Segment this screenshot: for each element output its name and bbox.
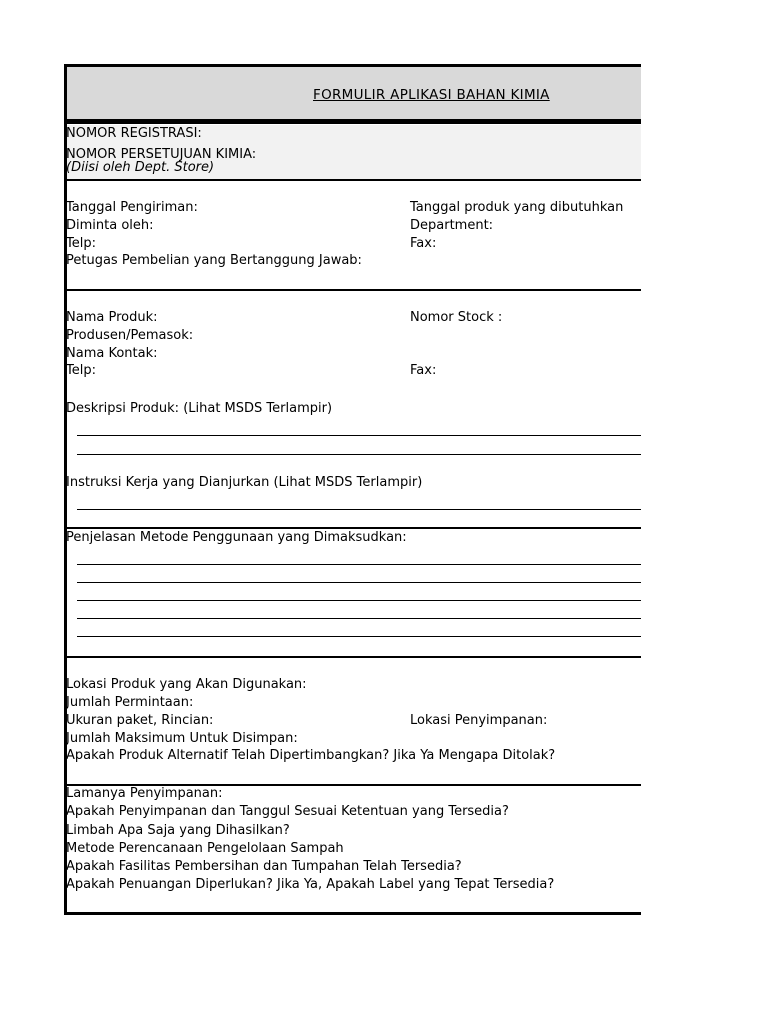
package-size-label: Ukuran paket, Rincian: <box>66 713 214 728</box>
usage-method-label: Penjelasan Metode Penggunaan yang Dimaksudkan: <box>66 530 407 545</box>
contact-name-label: Nama Kontak: <box>66 346 158 361</box>
product-name-label: Nama Produk: <box>66 310 158 325</box>
requested-by-label: Diminta oleh: <box>66 218 154 233</box>
requester-phone-label: Telp: <box>66 236 96 251</box>
storage-duration-label: Lamanya Penyimpanan: <box>66 786 223 801</box>
waste-question: Limbah Apa Saja yang Dihasilkan? <box>66 823 290 838</box>
section-divider <box>64 656 641 658</box>
manufacturer-label: Produsen/Pemasok: <box>66 328 194 343</box>
form-bottom-border <box>64 912 641 915</box>
supplier-fax-label: Fax: <box>410 363 437 378</box>
header-divider <box>64 119 641 124</box>
fill-line[interactable] <box>77 435 641 436</box>
fill-line[interactable] <box>77 600 641 601</box>
max-quantity-label: Jumlah Maksimum Untuk Disimpan: <box>66 731 298 746</box>
form-title: FORMULIR APLIKASI BAHAN KIMIA <box>313 87 550 103</box>
decanting-question: Apakah Penuangan Diperlukan? Jika Ya, Apakah Label yang Tepat Tersedia? <box>66 877 555 892</box>
approval-number-label: NOMOR PERSETUJUAN KIMIA: <box>66 147 257 162</box>
fill-line[interactable] <box>77 454 641 455</box>
stock-number-label: Nomor Stock : <box>410 310 503 325</box>
section-divider <box>64 289 641 291</box>
requester-fax-label: Fax: <box>410 236 437 251</box>
registration-number-label: NOMOR REGISTRASI: <box>66 126 202 141</box>
filled-by-note: (Diisi oleh Dept. Store) <box>66 160 215 175</box>
fill-line[interactable] <box>77 509 641 510</box>
alternative-product-label: Apakah Produk Alternatif Telah Dipertimbangkan? Jika Ya Mengapa Ditolak? <box>66 748 556 763</box>
form-header <box>67 67 641 121</box>
chemical-application-form <box>64 64 641 915</box>
purchasing-officer-label: Petugas Pembelian yang Bertanggung Jawab: <box>66 253 362 268</box>
section-divider <box>64 179 641 181</box>
fill-line[interactable] <box>77 636 641 637</box>
storage-bund-question: Apakah Penyimpanan dan Tanggul Sesuai Ketentuan yang Tersedia? <box>66 804 509 819</box>
work-instruction-label: Instruksi Kerja yang Dianjurkan (Lihat MSDS Terlampir) <box>66 475 423 490</box>
fill-line[interactable] <box>77 582 641 583</box>
product-description-label: Deskripsi Produk: (Lihat MSDS Terlampir) <box>66 401 333 416</box>
fill-line[interactable] <box>77 564 641 565</box>
supplier-phone-label: Telp: <box>66 363 96 378</box>
shipping-date-label: Tanggal Pengiriman: <box>66 200 198 215</box>
spill-facility-question: Apakah Fasilitas Pembersihan dan Tumpahan Telah Tersedia? <box>66 859 462 874</box>
waste-plan-label: Metode Perencanaan Pengelolaan Sampah <box>66 841 344 856</box>
product-location-label: Lokasi Produk yang Akan Digunakan: <box>66 677 307 692</box>
fill-line[interactable] <box>77 618 641 619</box>
storage-location-label: Lokasi Penyimpanan: <box>410 713 548 728</box>
section-divider <box>64 527 641 529</box>
request-quantity-label: Jumlah Permintaan: <box>66 695 194 710</box>
required-date-label: Tanggal produk yang dibutuhkan <box>410 200 624 215</box>
department-label: Department: <box>410 218 494 233</box>
